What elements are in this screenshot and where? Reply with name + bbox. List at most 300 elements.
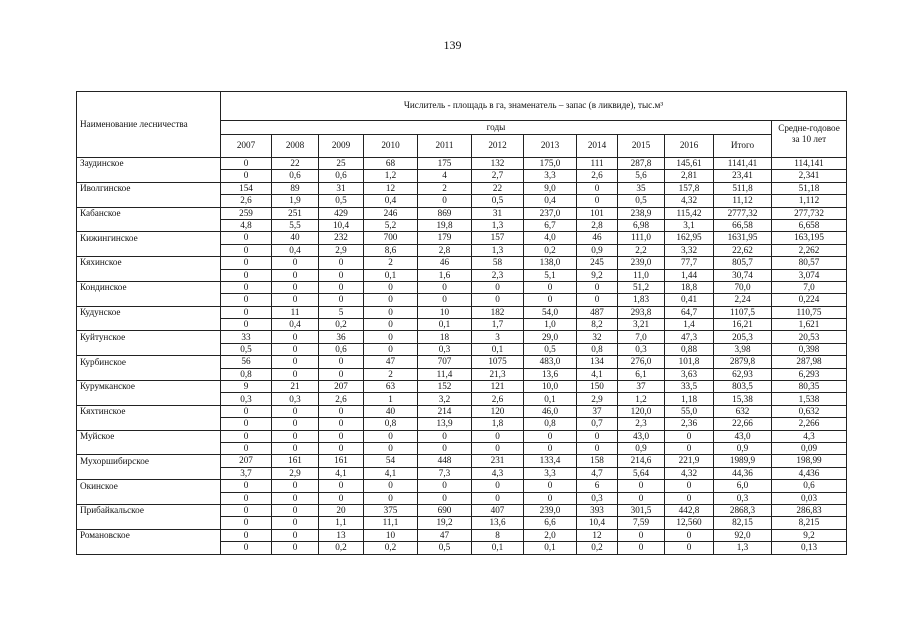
volume-cell: 0 — [418, 492, 472, 504]
area-cell: 68 — [364, 158, 418, 170]
area-cell: 4,0 — [524, 232, 577, 244]
area-cell: 0 — [524, 281, 577, 293]
table-row — [77, 207, 847, 219]
area-cell: 0 — [418, 480, 472, 492]
volume-cell: 0 — [364, 492, 418, 504]
column-header: 2013 — [524, 135, 577, 158]
area-cell: 429 — [319, 207, 364, 219]
area-cell: 0 — [221, 281, 272, 293]
page-number: 139 — [443, 38, 462, 52]
column-header: 2009 — [319, 135, 364, 158]
volume-cell: 6,1 — [618, 368, 665, 380]
volume-cell: 5,5 — [272, 219, 319, 231]
volume-cell: 5,1 — [524, 269, 577, 281]
area-cell: 70,0 — [714, 281, 772, 293]
volume-cell: 0 — [272, 442, 319, 454]
volume-cell: 0,1 — [418, 319, 472, 331]
area-cell: 162,95 — [665, 232, 714, 244]
table-row — [77, 430, 847, 442]
area-cell: 0,6 — [772, 480, 847, 492]
area-cell: 2879,8 — [714, 356, 772, 368]
volume-cell: 0,8 — [364, 418, 418, 430]
volume-cell: 0,09 — [772, 442, 847, 454]
area-cell: 63 — [364, 381, 418, 393]
area-cell: 152 — [418, 381, 472, 393]
area-cell: 132 — [472, 158, 524, 170]
area-cell: 10 — [418, 306, 472, 318]
area-cell: 0 — [272, 504, 319, 516]
volume-cell: 9,2 — [577, 269, 618, 281]
area-cell: 37 — [577, 405, 618, 417]
volume-cell: 22,66 — [714, 418, 772, 430]
table-row — [77, 170, 847, 182]
area-cell: 89 — [272, 182, 319, 194]
forestry-name: Курумканское — [77, 381, 221, 393]
area-cell: 1631,95 — [714, 232, 772, 244]
area-cell: 205,3 — [714, 331, 772, 343]
volume-cell: 0 — [524, 492, 577, 504]
volume-cell: 3,2 — [418, 393, 472, 405]
area-cell: 1989,9 — [714, 455, 772, 467]
volume-cell: 12,560 — [665, 517, 714, 529]
area-cell: 239,0 — [524, 504, 577, 516]
volume-cell: 2,6 — [319, 393, 364, 405]
volume-cell: 13,9 — [418, 418, 472, 430]
area-cell: 7,0 — [772, 281, 847, 293]
volume-cell: 2,9 — [577, 393, 618, 405]
area-cell: 22 — [272, 158, 319, 170]
name-spacer — [77, 368, 221, 380]
volume-cell: 1,1 — [319, 517, 364, 529]
volume-cell: 0,5 — [472, 195, 524, 207]
table-row — [77, 381, 847, 393]
area-cell: 690 — [418, 504, 472, 516]
table-row — [77, 492, 847, 504]
area-cell: 46 — [577, 232, 618, 244]
area-cell: 47,3 — [665, 331, 714, 343]
volume-cell: 0,8 — [524, 418, 577, 430]
volume-cell: 0 — [319, 294, 364, 306]
table-caption: Числитель - площадь в га, знаменатель – запас (в ликвиде), тыс.м³ — [221, 92, 847, 121]
area-cell: 2868,3 — [714, 504, 772, 516]
area-cell: 138,0 — [524, 257, 577, 269]
area-cell: 0 — [221, 480, 272, 492]
volume-cell: 0 — [472, 294, 524, 306]
volume-cell: 2,266 — [772, 418, 847, 430]
volume-cell: 0,8 — [221, 368, 272, 380]
area-cell: 51,18 — [772, 182, 847, 194]
area-cell: 9,0 — [524, 182, 577, 194]
area-cell: 805,7 — [714, 257, 772, 269]
area-cell: 251 — [272, 207, 319, 219]
area-cell: 25 — [319, 158, 364, 170]
area-cell: 12 — [364, 182, 418, 194]
volume-cell: 7,59 — [618, 517, 665, 529]
table-row — [77, 418, 847, 430]
area-cell: 31 — [472, 207, 524, 219]
area-cell: 18,8 — [665, 281, 714, 293]
forestry-name: Окинское — [77, 480, 221, 492]
area-cell: 3 — [472, 331, 524, 343]
area-cell: 293,8 — [618, 306, 665, 318]
area-cell: 287,98 — [772, 356, 847, 368]
avg-header: Средне-годовое за 10 лет — [772, 121, 847, 158]
area-cell: 214,6 — [618, 455, 665, 467]
volume-cell: 0 — [319, 418, 364, 430]
name-spacer — [77, 418, 221, 430]
volume-cell: 2,8 — [577, 219, 618, 231]
forestry-name: Прибайкальское — [77, 504, 221, 516]
area-cell: 0 — [577, 182, 618, 194]
volume-cell: 3,3 — [524, 170, 577, 182]
area-cell: 9 — [221, 381, 272, 393]
volume-cell: 1,6 — [418, 269, 472, 281]
volume-cell: 2,3 — [472, 269, 524, 281]
volume-cell: 0 — [319, 368, 364, 380]
area-cell: 0 — [665, 430, 714, 442]
table-row — [77, 455, 847, 467]
area-cell: 375 — [364, 504, 418, 516]
column-header: 2010 — [364, 135, 418, 158]
name-spacer — [77, 343, 221, 355]
volume-cell: 19,8 — [418, 219, 472, 231]
area-cell: 22 — [472, 182, 524, 194]
volume-cell: 0 — [665, 442, 714, 454]
name-spacer — [77, 319, 221, 331]
area-cell: 0 — [221, 529, 272, 541]
area-cell: 0 — [524, 430, 577, 442]
volume-cell: 2,3 — [618, 418, 665, 430]
forestry-name: Кяхтинское — [77, 405, 221, 417]
volume-cell: 3,32 — [665, 244, 714, 256]
volume-cell: 2,262 — [772, 244, 847, 256]
volume-cell: 0,88 — [665, 343, 714, 355]
area-cell: 7,0 — [618, 331, 665, 343]
volume-cell: 0 — [364, 442, 418, 454]
area-cell: 0 — [272, 281, 319, 293]
area-cell: 700 — [364, 232, 418, 244]
area-cell: 4,3 — [772, 430, 847, 442]
area-cell: 0 — [319, 281, 364, 293]
area-cell: 221,9 — [665, 455, 714, 467]
area-cell: 133,4 — [524, 455, 577, 467]
name-header: Наименование лесничества — [77, 92, 221, 158]
table-row — [77, 517, 847, 529]
volume-cell: 0,1 — [524, 542, 577, 554]
volume-cell: 0,1 — [472, 542, 524, 554]
volume-cell: 0 — [618, 542, 665, 554]
area-cell: 6 — [577, 480, 618, 492]
volume-cell: 19,2 — [418, 517, 472, 529]
volume-cell: 0,5 — [618, 195, 665, 207]
volume-cell: 0,5 — [319, 195, 364, 207]
area-cell: 12 — [577, 529, 618, 541]
area-cell: 0 — [472, 281, 524, 293]
volume-cell: 6,7 — [524, 219, 577, 231]
area-cell: 238,9 — [618, 207, 665, 219]
area-cell: 511,8 — [714, 182, 772, 194]
area-cell: 33,5 — [665, 381, 714, 393]
volume-cell: 4,1 — [364, 467, 418, 479]
volume-cell: 3,63 — [665, 368, 714, 380]
area-cell: 0 — [272, 480, 319, 492]
volume-cell: 0 — [418, 195, 472, 207]
name-spacer — [77, 542, 221, 554]
volume-cell: 2,9 — [272, 467, 319, 479]
area-cell: 47 — [418, 529, 472, 541]
volume-cell: 0,41 — [665, 294, 714, 306]
volume-cell: 2,7 — [472, 170, 524, 182]
volume-cell: 0 — [272, 269, 319, 281]
volume-cell: 4,32 — [665, 195, 714, 207]
volume-cell: 0 — [221, 319, 272, 331]
column-header: 2012 — [472, 135, 524, 158]
volume-cell: 0,9 — [577, 244, 618, 256]
volume-cell: 0 — [319, 492, 364, 504]
area-cell: 0 — [577, 281, 618, 293]
area-cell: 207 — [319, 381, 364, 393]
area-cell: 182 — [472, 306, 524, 318]
area-cell: 0 — [364, 331, 418, 343]
volume-cell: 4 — [418, 170, 472, 182]
table-row — [77, 281, 847, 293]
forestry-name: Кабанское — [77, 207, 221, 219]
volume-cell: 2 — [364, 368, 418, 380]
volume-cell: 44,36 — [714, 467, 772, 479]
volume-cell: 0,3 — [577, 492, 618, 504]
volume-cell: 5,6 — [618, 170, 665, 182]
volume-cell: 2,6 — [472, 393, 524, 405]
area-cell: 0 — [272, 405, 319, 417]
area-cell: 33 — [221, 331, 272, 343]
volume-cell: 30,74 — [714, 269, 772, 281]
area-cell: 46,0 — [524, 405, 577, 417]
volume-cell: 0 — [272, 418, 319, 430]
name-spacer — [77, 195, 221, 207]
volume-cell: 1,2 — [364, 170, 418, 182]
volume-cell: 4,7 — [577, 467, 618, 479]
area-cell: 407 — [472, 504, 524, 516]
volume-cell: 0 — [272, 294, 319, 306]
volume-cell: 0 — [221, 492, 272, 504]
area-cell: 0 — [272, 331, 319, 343]
area-cell: 40 — [272, 232, 319, 244]
volume-cell: 0,9 — [618, 442, 665, 454]
forestry-name: Иволгинское — [77, 182, 221, 194]
volume-cell: 0 — [221, 418, 272, 430]
volume-cell: 0,3 — [272, 393, 319, 405]
volume-cell: 1,112 — [772, 195, 847, 207]
volume-cell: 62,93 — [714, 368, 772, 380]
volume-cell: 21,3 — [472, 368, 524, 380]
area-cell: 245 — [577, 257, 618, 269]
volume-cell: 23,41 — [714, 170, 772, 182]
years-label: годы — [221, 121, 772, 135]
area-cell: 20,53 — [772, 331, 847, 343]
volume-cell: 1,44 — [665, 269, 714, 281]
volume-cell: 0,1 — [472, 343, 524, 355]
area-cell: 92,0 — [714, 529, 772, 541]
volume-cell: 0 — [472, 442, 524, 454]
area-cell: 43,0 — [618, 430, 665, 442]
volume-cell: 4,436 — [772, 467, 847, 479]
column-header: 2007 — [221, 135, 272, 158]
table-row — [77, 306, 847, 318]
area-cell: 115,42 — [665, 207, 714, 219]
area-cell: 301,5 — [618, 504, 665, 516]
area-cell: 232 — [319, 232, 364, 244]
area-cell: 10,0 — [524, 381, 577, 393]
area-cell: 154 — [221, 182, 272, 194]
volume-cell: 0 — [618, 492, 665, 504]
area-cell: 0 — [665, 529, 714, 541]
volume-cell: 7,3 — [418, 467, 472, 479]
volume-cell: 1,0 — [524, 319, 577, 331]
volume-cell: 15,38 — [714, 393, 772, 405]
table-row — [77, 405, 847, 417]
area-cell: 157 — [472, 232, 524, 244]
volume-cell: 0,03 — [772, 492, 847, 504]
area-cell: 5 — [319, 306, 364, 318]
volume-cell: 22,62 — [714, 244, 772, 256]
volume-cell: 66,58 — [714, 219, 772, 231]
name-spacer — [77, 442, 221, 454]
area-cell: 0 — [364, 430, 418, 442]
volume-cell: 0 — [221, 170, 272, 182]
forestry-name: Романовское — [77, 529, 221, 541]
table-row — [77, 442, 847, 454]
area-cell: 276,0 — [618, 356, 665, 368]
volume-cell: 0 — [272, 343, 319, 355]
area-cell: 46 — [418, 257, 472, 269]
volume-cell: 0 — [524, 294, 577, 306]
area-cell: 0 — [221, 430, 272, 442]
area-cell: 36 — [319, 331, 364, 343]
volume-cell: 4,1 — [577, 368, 618, 380]
table-row — [77, 467, 847, 479]
name-spacer — [77, 467, 221, 479]
area-cell: 175,0 — [524, 158, 577, 170]
table-row — [77, 269, 847, 281]
volume-cell: 0,2 — [524, 244, 577, 256]
area-cell: 707 — [418, 356, 472, 368]
volume-cell: 0 — [221, 244, 272, 256]
volume-cell: 0 — [221, 442, 272, 454]
volume-cell: 0,13 — [772, 542, 847, 554]
name-spacer — [77, 393, 221, 405]
volume-cell: 2,36 — [665, 418, 714, 430]
area-cell: 239,0 — [618, 257, 665, 269]
area-cell: 179 — [418, 232, 472, 244]
volume-cell: 4,8 — [221, 219, 272, 231]
area-cell: 120,0 — [618, 405, 665, 417]
area-cell: 207 — [221, 455, 272, 467]
volume-cell: 11,12 — [714, 195, 772, 207]
area-cell: 101,8 — [665, 356, 714, 368]
volume-cell: 0,6 — [319, 170, 364, 182]
area-cell: 246 — [364, 207, 418, 219]
volume-cell: 0 — [364, 294, 418, 306]
volume-cell: 0,5 — [524, 343, 577, 355]
volume-cell: 0,5 — [418, 542, 472, 554]
area-cell: 21 — [272, 381, 319, 393]
volume-cell: 0,9 — [714, 442, 772, 454]
volume-cell: 6,293 — [772, 368, 847, 380]
volume-cell: 8,6 — [364, 244, 418, 256]
volume-cell: 1,4 — [665, 319, 714, 331]
area-cell: 114,141 — [772, 158, 847, 170]
area-cell: 10 — [364, 529, 418, 541]
volume-cell: 2,9 — [319, 244, 364, 256]
table-row — [77, 257, 847, 269]
area-cell: 0 — [221, 306, 272, 318]
volume-cell: 1,3 — [472, 219, 524, 231]
area-cell: 80,35 — [772, 381, 847, 393]
area-cell: 2 — [418, 182, 472, 194]
area-cell: 0 — [472, 430, 524, 442]
volume-cell: 10,4 — [319, 219, 364, 231]
area-cell: 111,0 — [618, 232, 665, 244]
area-cell: 2,0 — [524, 529, 577, 541]
area-cell: 0 — [418, 281, 472, 293]
area-cell: 214 — [418, 405, 472, 417]
table-row — [77, 504, 847, 516]
area-cell: 0 — [272, 257, 319, 269]
forestry-name: Кудунское — [77, 306, 221, 318]
volume-cell: 0 — [577, 195, 618, 207]
area-cell: 161 — [272, 455, 319, 467]
area-cell: 134 — [577, 356, 618, 368]
area-cell: 0 — [221, 257, 272, 269]
name-spacer — [77, 492, 221, 504]
volume-cell: 0,4 — [364, 195, 418, 207]
forestry-name: Куйтунское — [77, 331, 221, 343]
column-header: 2016 — [665, 135, 714, 158]
area-cell: 448 — [418, 455, 472, 467]
volume-cell: 3,1 — [665, 219, 714, 231]
area-cell: 80,57 — [772, 257, 847, 269]
volume-cell: 0,3 — [418, 343, 472, 355]
column-header: 2008 — [272, 135, 319, 158]
area-cell: 20 — [319, 504, 364, 516]
area-cell: 0 — [472, 480, 524, 492]
volume-cell: 2,6 — [221, 195, 272, 207]
volume-cell: 0,2 — [577, 542, 618, 554]
volume-cell: 4,3 — [472, 467, 524, 479]
volume-cell: 0,8 — [577, 343, 618, 355]
area-cell: 18 — [418, 331, 472, 343]
forestry-name: Кондинское — [77, 281, 221, 293]
volume-cell: 11,4 — [418, 368, 472, 380]
volume-cell: 82,15 — [714, 517, 772, 529]
volume-cell: 0 — [272, 368, 319, 380]
table-row — [77, 158, 847, 170]
volume-cell: 1,7 — [472, 319, 524, 331]
forestry-name: Кижингинское — [77, 232, 221, 244]
volume-cell: 5,2 — [364, 219, 418, 231]
volume-cell: 0,4 — [524, 195, 577, 207]
forestry-name: Кяхинское — [77, 257, 221, 269]
area-cell: 1075 — [472, 356, 524, 368]
area-cell: 231 — [472, 455, 524, 467]
area-cell: 0 — [665, 480, 714, 492]
area-cell: 56 — [221, 356, 272, 368]
area-cell: 0 — [319, 405, 364, 417]
volume-cell: 0 — [577, 442, 618, 454]
area-cell: 2 — [364, 257, 418, 269]
volume-cell: 0 — [524, 442, 577, 454]
forestry-name: Курбинское — [77, 356, 221, 368]
